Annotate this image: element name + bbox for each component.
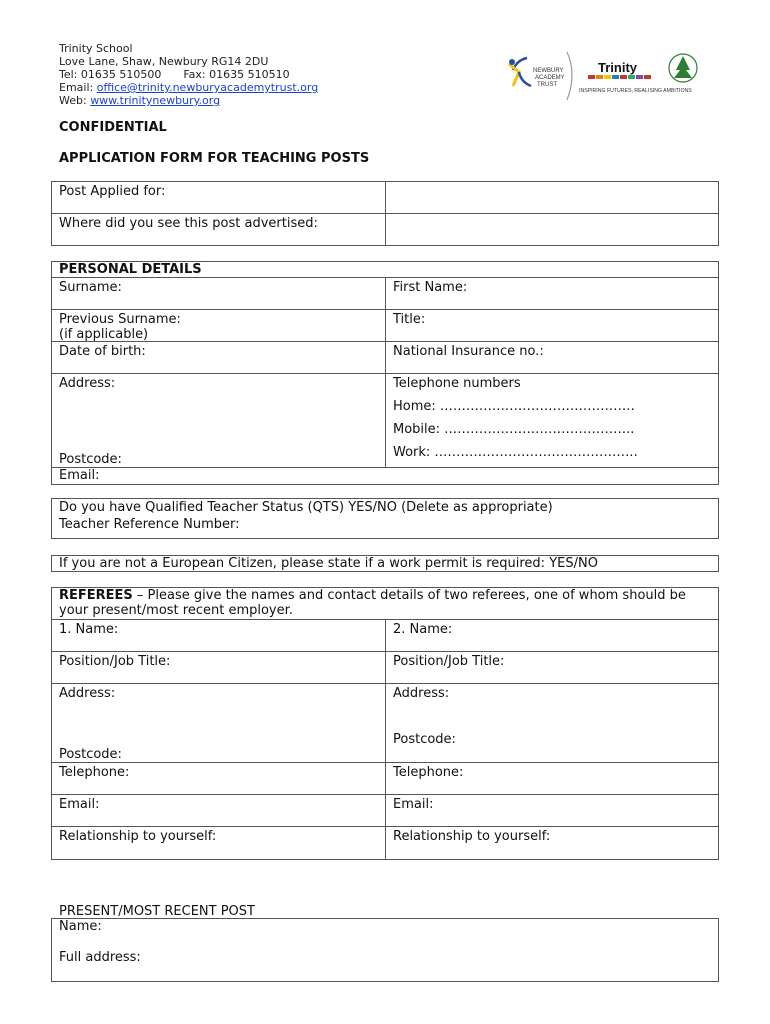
home-phone-label: Home: ……………………………………… xyxy=(393,399,635,414)
school-contact-block xyxy=(59,42,318,107)
referee1-postcode-label: Postcode: xyxy=(59,747,122,762)
referee2-telephone-label: Telephone: xyxy=(393,765,464,780)
referee-address-row xyxy=(52,684,718,763)
trust-line3: TRUST xyxy=(537,82,557,88)
trust-line2: ACADEMY xyxy=(535,75,565,81)
referee1-name-label: 1. Name: xyxy=(59,622,119,637)
advertised-field[interactable] xyxy=(385,214,718,245)
address-row xyxy=(52,374,718,468)
referees-table xyxy=(51,587,719,860)
school-web-link[interactable]: www.trinitynewbury.org xyxy=(90,94,221,107)
referee1-email-label: Email: xyxy=(59,797,100,812)
referee1-telephone-label: Telephone: xyxy=(59,765,130,780)
email-label: Email: xyxy=(59,81,97,94)
referee2-name-field[interactable] xyxy=(385,620,718,651)
referee1-name-field[interactable] xyxy=(52,620,385,651)
school-email-line xyxy=(59,81,318,94)
postcode-label: Postcode: xyxy=(59,452,122,467)
if-applicable-note: (if applicable) xyxy=(59,327,149,342)
personal-details-title: PERSONAL DETAILS xyxy=(59,262,202,277)
referee2-telephone-field[interactable] xyxy=(385,763,718,794)
referee1-email-field[interactable] xyxy=(52,795,385,826)
dob-row xyxy=(52,342,718,374)
present-post-address-label[interactable]: Full address: xyxy=(59,950,141,965)
referee2-relationship-field[interactable] xyxy=(385,827,718,859)
confidential-heading: CONFIDENTIAL xyxy=(59,120,167,135)
school-fax: Fax: 01635 510510 xyxy=(183,68,290,81)
present-post-name-label[interactable]: Name: xyxy=(59,919,102,934)
post-applied-label: Post Applied for: xyxy=(59,184,166,199)
referee-position-row xyxy=(52,652,718,684)
personal-details-title-row xyxy=(52,262,718,278)
referee2-name-label: 2. Name: xyxy=(393,622,453,637)
referee-email-row xyxy=(52,795,718,827)
referees-intro-row xyxy=(52,588,718,620)
referee1-relationship-label: Relationship to yourself: xyxy=(59,829,217,844)
surname-label: Surname: xyxy=(59,280,122,295)
work-phone-label: Work: ……………………………………….. xyxy=(393,445,638,460)
teacher-reference-label[interactable]: Teacher Reference Number: xyxy=(59,517,240,532)
ni-field[interactable] xyxy=(385,342,718,373)
referee1-telephone-field[interactable] xyxy=(52,763,385,794)
school-tel: Tel: 01635 510500 xyxy=(59,68,162,81)
school-email-link[interactable]: office@trinity.newburyacademytrust.org xyxy=(96,81,319,94)
advertised-row xyxy=(52,214,718,245)
trinity-school-logo xyxy=(579,54,697,94)
email-label: Email: xyxy=(59,468,100,483)
post-applied-row xyxy=(52,182,718,214)
email-row[interactable] xyxy=(52,468,718,484)
mobile-phone-label: Mobile: …………………………………….. xyxy=(393,422,635,437)
qts-box xyxy=(51,498,719,539)
ni-label: National Insurance no.: xyxy=(393,344,544,359)
name-row xyxy=(52,278,718,310)
trinity-wordmark: Trinity xyxy=(598,60,638,75)
newbury-academy-trust-logo xyxy=(509,52,572,100)
referee2-email-field[interactable] xyxy=(385,795,718,826)
previous-surname-field[interactable] xyxy=(52,310,385,341)
school-web-line xyxy=(59,94,318,107)
referee1-relationship-field[interactable] xyxy=(52,827,385,859)
first-name-label: First Name: xyxy=(393,280,468,295)
present-post-box xyxy=(51,918,719,982)
post-applied-table xyxy=(51,181,719,246)
referees-intro: – Please give the names and contact details of two referees, one of whom should be your present/most recent employer. xyxy=(59,588,686,618)
post-applied-field[interactable] xyxy=(385,182,718,213)
school-name: Trinity School xyxy=(59,42,133,55)
referee-telephone-row xyxy=(52,763,718,795)
referee-relationship-row xyxy=(52,827,718,859)
trinity-tagline: INSPIRING FUTURES, REALISING AMBITIONS xyxy=(579,88,692,94)
work-permit-question[interactable]: If you are not a European Citizen, please state if a work permit is required: YES/NO xyxy=(59,556,598,571)
referee1-address-field[interactable] xyxy=(52,684,385,762)
title-field[interactable] xyxy=(385,310,718,341)
referee1-position-label: Position/Job Title: xyxy=(59,654,171,669)
referee2-address-field[interactable] xyxy=(385,684,718,762)
referee2-address-label: Address: xyxy=(393,686,450,701)
work-permit-box xyxy=(51,555,719,572)
previous-surname-label: Previous Surname: xyxy=(59,312,181,327)
dob-field[interactable] xyxy=(52,342,385,373)
referee-name-row xyxy=(52,620,718,652)
dob-label: Date of birth: xyxy=(59,344,146,359)
referee1-position-field[interactable] xyxy=(52,652,385,683)
referee2-position-field[interactable] xyxy=(385,652,718,683)
referee2-email-label: Email: xyxy=(393,797,434,812)
trust-and-school-logos xyxy=(503,50,718,102)
title-label: Title: xyxy=(393,312,426,327)
advertised-label: Where did you see this post advertised: xyxy=(59,216,318,231)
trust-line1: NEWBURY xyxy=(533,68,564,74)
school-address: Love Lane, Shaw, Newbury RG14 2DU xyxy=(59,55,269,68)
previous-surname-row xyxy=(52,310,718,342)
first-name-field[interactable] xyxy=(385,278,718,309)
surname-field[interactable] xyxy=(52,278,385,309)
telephone-numbers-field[interactable] xyxy=(385,374,718,467)
present-post-title: PRESENT/MOST RECENT POST xyxy=(59,904,255,919)
referee2-relationship-label: Relationship to yourself: xyxy=(393,829,551,844)
referees-title: REFEREES xyxy=(59,588,133,603)
qts-question[interactable]: Do you have Qualified Teacher Status (QTS) YES/NO (Delete as appropriate) xyxy=(59,500,553,515)
referee2-postcode-label: Postcode: xyxy=(393,732,456,747)
school-phone-line xyxy=(59,68,318,81)
address-field[interactable] xyxy=(52,374,385,467)
telephone-numbers-label: Telephone numbers xyxy=(393,376,521,391)
referee1-address-label: Address: xyxy=(59,686,116,701)
web-label: Web: xyxy=(59,94,91,107)
form-title: APPLICATION FORM FOR TEACHING POSTS xyxy=(59,151,370,166)
referee2-position-label: Position/Job Title: xyxy=(393,654,505,669)
address-label: Address: xyxy=(59,376,116,391)
personal-details-table xyxy=(51,261,719,485)
